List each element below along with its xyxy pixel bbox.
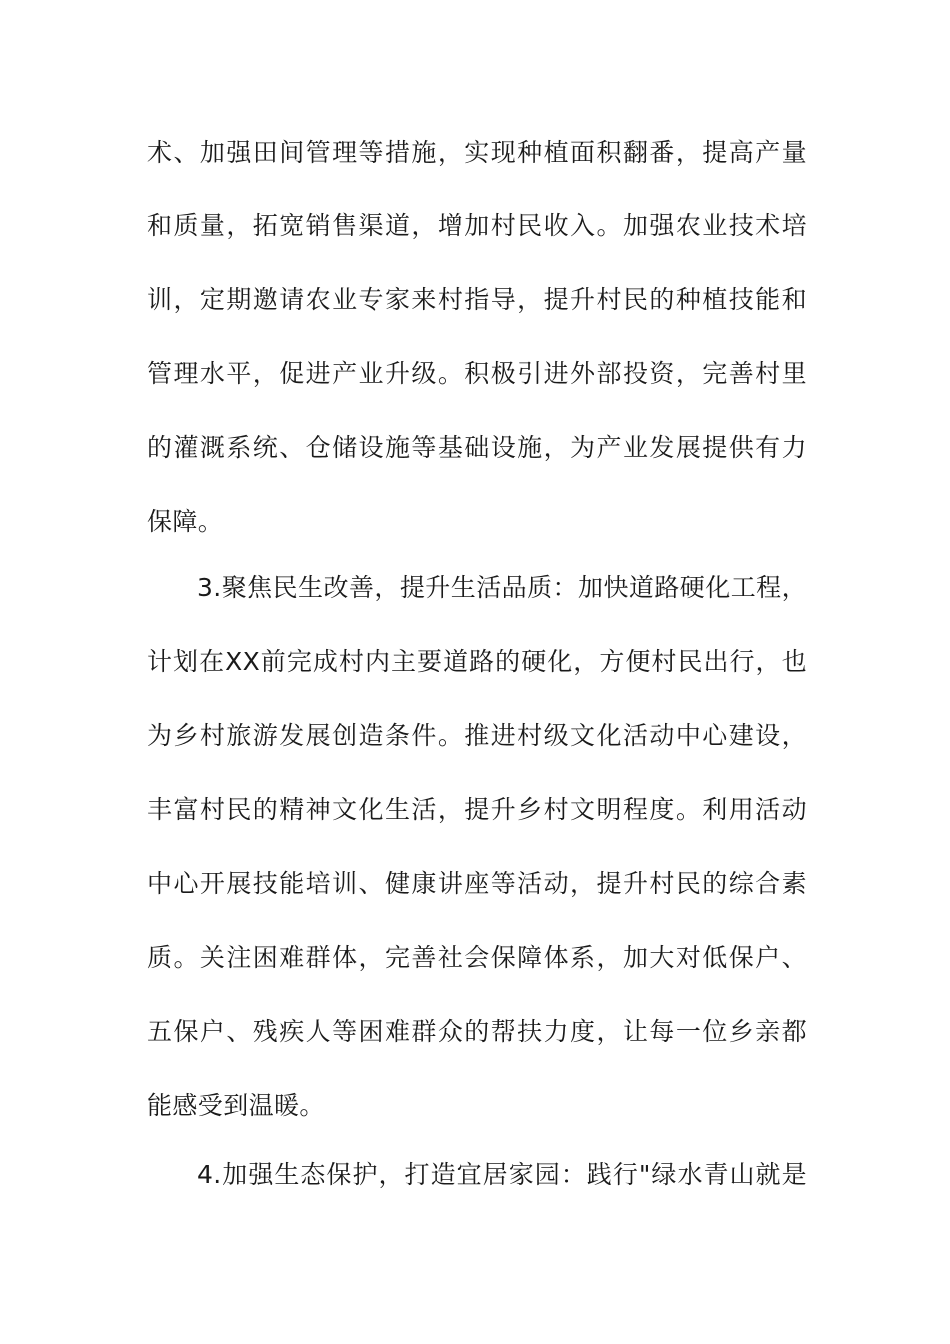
section-heading-line: 3.聚焦民生改善，提升生活品质：加快道路硬化工程，	[197, 573, 807, 602]
body-text-line: 保障。	[147, 507, 224, 536]
body-text-line: 五保户、残疾人等困难群众的帮扶力度，让每一位乡亲都	[147, 1017, 807, 1046]
body-text-line: 的灌溉系统、仓储设施等基础设施，为产业发展提供有力	[147, 433, 807, 462]
body-text-line: 为乡村旅游发展创造条件。推进村级文化活动中心建设，	[147, 721, 807, 750]
body-text-line: 术、加强田间管理等措施，实现种植面积翻番，提高产量	[147, 138, 807, 167]
body-text-line: 质。关注困难群体，完善社会保障体系，加大对低保户、	[147, 943, 807, 972]
body-text-line: 管理水平，促进产业升级。积极引进外部投资，完善村里	[147, 359, 807, 388]
body-text-line: 丰富村民的精神文化生活，提升乡村文明程度。利用活动	[147, 795, 807, 824]
body-text-line: 能感受到温暖。	[147, 1091, 325, 1120]
body-text-line: 训，定期邀请农业专家来村指导，提升村民的种植技能和	[147, 285, 807, 314]
body-text-line: 中心开展技能培训、健康讲座等活动，提升村民的综合素	[147, 869, 807, 898]
body-text-line: 计划在XX前完成村内主要道路的硬化，方便村民出行，也	[147, 647, 807, 676]
body-text-line: 和质量，拓宽销售渠道，增加村民收入。加强农业技术培	[147, 211, 807, 240]
section-heading-line: 4.加强生态保护，打造宜居家园：践行"绿水青山就是	[197, 1160, 807, 1189]
